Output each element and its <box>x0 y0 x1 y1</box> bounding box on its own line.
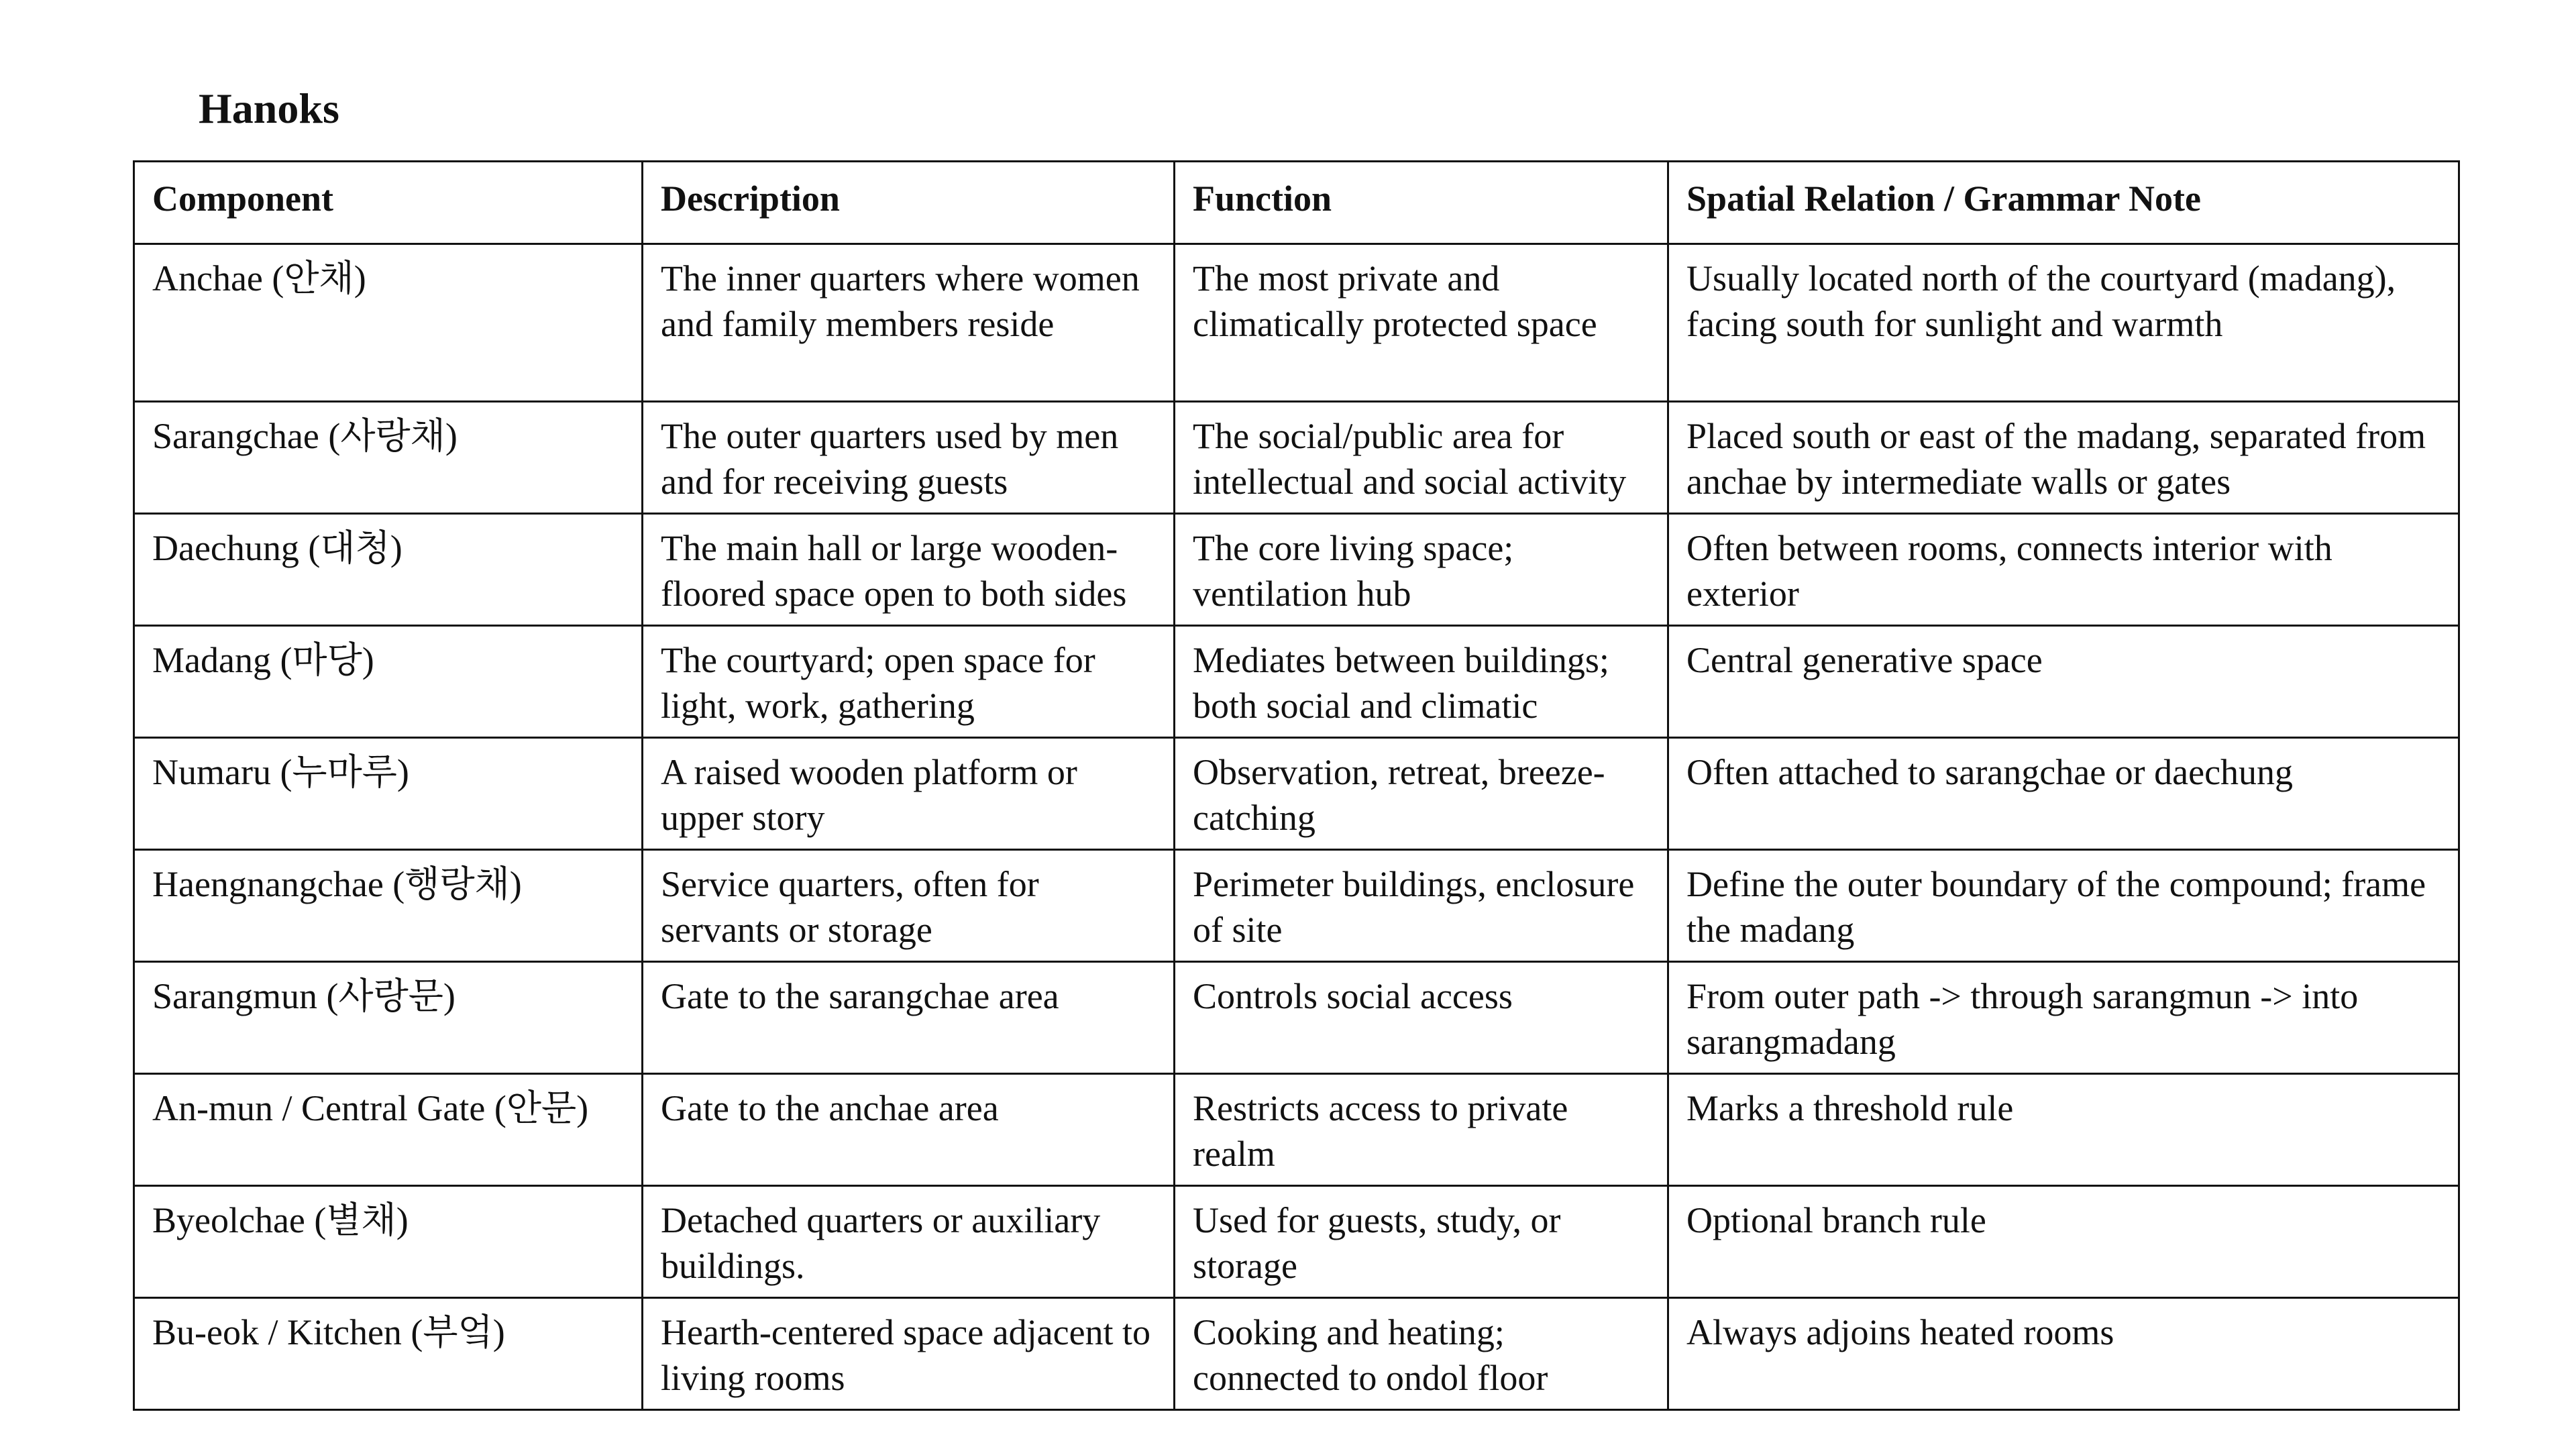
spatial-relation-cell: Central generative space <box>1668 626 2459 738</box>
column-header-spatial-relation: Spatial Relation / Grammar Note <box>1668 162 2459 244</box>
spatial-relation-cell: Usually located north of the courtyard (madang), facing south for sunlight and warmth <box>1668 244 2459 402</box>
description-cell: Gate to the anchae area <box>643 1074 1175 1186</box>
component-cell: Madang (마당) <box>134 626 643 738</box>
table-row <box>134 402 2459 514</box>
table-row <box>134 738 2459 850</box>
spatial-relation-cell: Optional branch rule <box>1668 1186 2459 1298</box>
component-cell: Sarangmun (사랑문) <box>134 962 643 1074</box>
spatial-relation-cell: Placed south or east of the madang, separated from anchae by intermediate walls or gates <box>1668 402 2459 514</box>
function-cell: Used for guests, study, or storage <box>1175 1186 1668 1298</box>
function-cell: The social/public area for intellectual and social activity <box>1175 402 1668 514</box>
spatial-relation-cell: Always adjoins heated rooms <box>1668 1298 2459 1410</box>
spatial-relation-cell: Often between rooms, connects interior with exterior <box>1668 514 2459 626</box>
function-cell: Cooking and heating; connected to ondol floor <box>1175 1298 1668 1410</box>
description-cell: Service quarters, often for servants or storage <box>643 850 1175 962</box>
description-cell: The courtyard; open space for light, work, gathering <box>643 626 1175 738</box>
spatial-relation-cell: Often attached to sarangchae or daechung <box>1668 738 2459 850</box>
hanok-components-table <box>133 160 2460 1411</box>
table-header-row <box>134 162 2459 244</box>
table-row <box>134 850 2459 962</box>
function-cell: The most private and climatically protected space <box>1175 244 1668 402</box>
page-title: Hanoks <box>199 85 339 132</box>
description-cell: Detached quarters or auxiliary buildings. <box>643 1186 1175 1298</box>
description-cell: Gate to the sarangchae area <box>643 962 1175 1074</box>
function-cell: The core living space; ventilation hub <box>1175 514 1668 626</box>
component-cell: Sarangchae (사랑채) <box>134 402 643 514</box>
spatial-relation-cell: Marks a threshold rule <box>1668 1074 2459 1186</box>
table-row <box>134 962 2459 1074</box>
description-cell: Hearth-centered space adjacent to living rooms <box>643 1298 1175 1410</box>
component-cell: Bu-eok / Kitchen (부엌) <box>134 1298 643 1410</box>
table-row <box>134 1186 2459 1298</box>
description-cell: A raised wooden platform or upper story <box>643 738 1175 850</box>
description-cell: The outer quarters used by men and for receiving guests <box>643 402 1175 514</box>
component-cell: Byeolchae (별채) <box>134 1186 643 1298</box>
component-cell: Anchae (안채) <box>134 244 643 402</box>
table-row <box>134 514 2459 626</box>
table-row <box>134 244 2459 402</box>
description-cell: The inner quarters where women and family members reside <box>643 244 1175 402</box>
function-cell: Controls social access <box>1175 962 1668 1074</box>
component-cell: Haengnangchae (행랑채) <box>134 850 643 962</box>
column-header-function: Function <box>1175 162 1668 244</box>
component-cell: Daechung (대청) <box>134 514 643 626</box>
spatial-relation-cell: From outer path -> through sarangmun -> into sarangmadang <box>1668 962 2459 1074</box>
function-cell: Observation, retreat, breeze-catching <box>1175 738 1668 850</box>
component-cell: An-mun / Central Gate (안문) <box>134 1074 643 1186</box>
description-cell: The main hall or large wooden-floored space open to both sides <box>643 514 1175 626</box>
table-row <box>134 626 2459 738</box>
function-cell: Perimeter buildings, enclosure of site <box>1175 850 1668 962</box>
function-cell: Mediates between buildings; both social and climatic <box>1175 626 1668 738</box>
column-header-description: Description <box>643 162 1175 244</box>
component-cell: Numaru (누마루) <box>134 738 643 850</box>
table-row <box>134 1074 2459 1186</box>
column-header-component: Component <box>134 162 643 244</box>
function-cell: Restricts access to private realm <box>1175 1074 1668 1186</box>
table-row <box>134 1298 2459 1410</box>
spatial-relation-cell: Define the outer boundary of the compound; frame the madang <box>1668 850 2459 962</box>
